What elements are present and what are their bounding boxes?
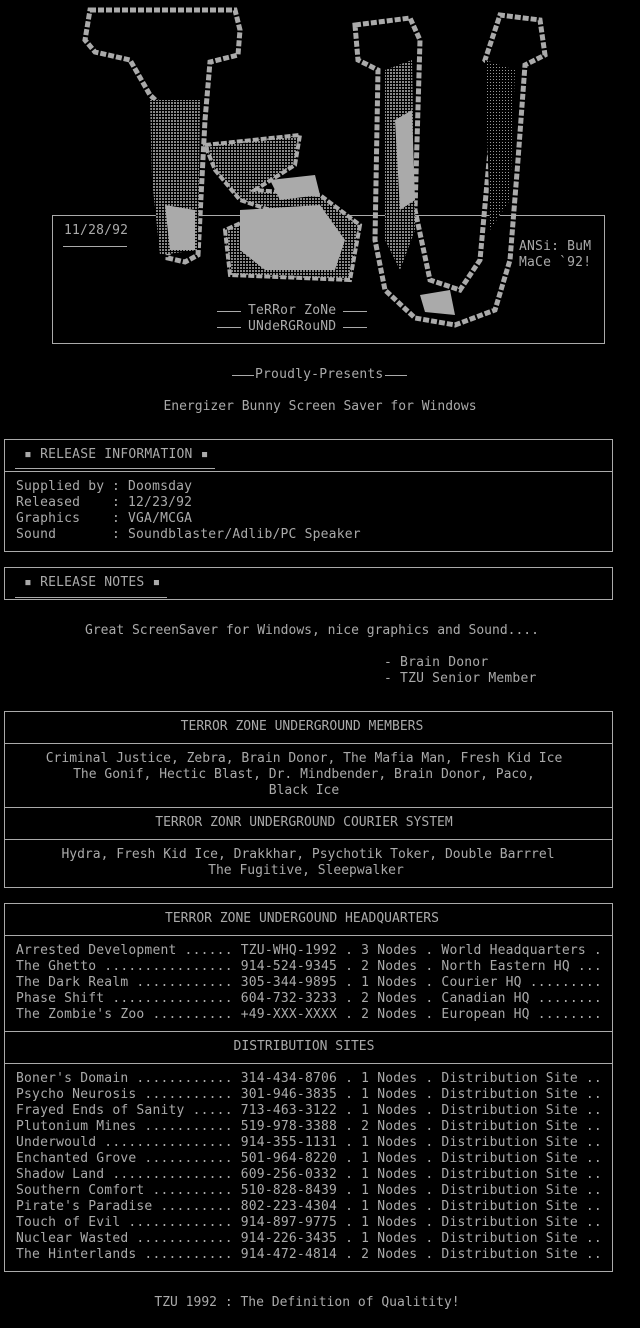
date-underline	[63, 246, 127, 247]
distribution-row: Enchanted Grove ........... 501-964-8220 . 1 Nodes . Distribution Site ..	[16, 1151, 602, 1166]
distribution-row: Underwould ................ 914-355-1131 . 1 Nodes . Distribution Site ..	[16, 1135, 602, 1150]
group-rule-right-2	[343, 327, 367, 328]
members-heading: TERROR ZONE UNDERGROUND MEMBERS	[180, 719, 424, 734]
hq-row: Phase Shift ............... 604-732-3233 . 2 Nodes . Canadian HQ ........	[16, 991, 602, 1006]
ansi-credit-line-1: ANSi: BuM	[519, 239, 592, 254]
ansi-credit-line-2: MaCe `92!	[519, 255, 592, 270]
hq-row: Arrested Development ...... TZU-WHQ-1992 . 3 Nodes . World Headquarters .	[16, 943, 602, 958]
release-info-colon: :	[112, 495, 121, 510]
distribution-row: Pirate's Paradise ......... 802-223-4304 . 1 Nodes . Distribution Site ..	[16, 1199, 602, 1214]
hq-row: The Zombie's Zoo .......... +49-XXX-XXXX . 2 Nodes . European HQ ........	[16, 1007, 602, 1022]
release-notes-text: Great ScreenSaver for Windows, nice graphics and Sound....	[85, 623, 539, 638]
members-divider-1	[4, 743, 613, 744]
release-info-colon: :	[112, 511, 121, 526]
hq-heading: TERROR ZONE UNDERGOUND HEADQUARTERS	[165, 911, 439, 926]
hq-row: The Dark Realm ............ 305-344-9895 . 1 Nodes . Courier HQ .........	[16, 975, 602, 990]
hq-row: The Ghetto ................ 914-524-9345 . 2 Nodes . North Eastern HQ ...	[16, 959, 602, 974]
distribution-row: The Hinterlands ........... 914-472-4814 . 2 Nodes . Distribution Site ..	[16, 1247, 602, 1262]
release-info-value: 12/23/92	[128, 495, 193, 510]
release-info-label: Sound	[16, 527, 57, 542]
group-rule-left-2	[217, 327, 241, 328]
members-divider-2	[4, 807, 613, 808]
hq-divider-2	[4, 1031, 613, 1032]
members-line: Criminal Justice, Zebra, Brain Donor, The Mafia Man, Fresh Kid Ice	[45, 751, 563, 766]
courier-heading: TERROR ZONR UNDERGROUND COURIER SYSTEM	[155, 815, 453, 830]
release-info-label: Graphics	[16, 511, 81, 526]
presents-rule-left	[232, 375, 254, 376]
release-info-heading-underline	[15, 468, 215, 469]
release-info-heading: ▪ RELEASE INFORMATION ▪	[24, 447, 209, 462]
release-notes-signature-2: - TZU Senior Member	[384, 671, 537, 686]
distribution-row: Nuclear Wasted ............ 914-226-3435 . 1 Nodes . Distribution Site ..	[16, 1231, 602, 1246]
members-line: Black Ice	[268, 783, 340, 798]
footer-text: TZU 1992 : The Definition of Qualitity!	[154, 1295, 460, 1310]
release-info-label: Supplied by	[16, 479, 105, 494]
distribution-row: Psycho Neurosis ........... 301-946-3835 . 1 Nodes . Distribution Site ..	[16, 1087, 602, 1102]
members-divider-3	[4, 839, 613, 840]
logo-date: 11/28/92	[64, 223, 129, 238]
release-info-value: Doomsday	[128, 479, 193, 494]
distribution-row: Touch of Evil ............. 914-897-9775 . 1 Nodes . Distribution Site ..	[16, 1215, 602, 1230]
group-name-line-1: TeRRor ZoNe	[248, 303, 337, 318]
group-rule-left-1	[217, 311, 241, 312]
release-info-label: Released	[16, 495, 81, 510]
distribution-row: Southern Comfort .......... 510-828-8439 . 1 Nodes . Distribution Site ..	[16, 1183, 602, 1198]
hq-divider-3	[4, 1063, 613, 1064]
distribution-row: Plutonium Mines ........... 519-978-3388 . 2 Nodes . Distribution Site ..	[16, 1119, 602, 1134]
release-info-value: VGA/MCGA	[128, 511, 193, 526]
presents-rule-right	[385, 375, 407, 376]
release-title: Energizer Bunny Screen Saver for Windows	[163, 399, 477, 414]
release-info-divider	[4, 471, 613, 472]
release-notes-heading: ▪ RELEASE NOTES ▪	[24, 575, 161, 590]
release-info-colon: :	[112, 479, 121, 494]
courier-line: The Fugitive, Sleepwalker	[208, 863, 404, 878]
members-line: The Gonif, Hectic Blast, Dr. Mindbender, Brain Donor, Paco,	[73, 767, 535, 782]
presents-text: Proudly-Presents	[255, 367, 384, 382]
distribution-heading: DISTRIBUTION SITES	[233, 1039, 375, 1054]
release-notes-heading-underline	[15, 597, 167, 598]
hq-divider-1	[4, 935, 613, 936]
group-name-line-2: UNdeRGRouND	[248, 319, 337, 334]
courier-line: Hydra, Fresh Kid Ice, Drakkhar, Psychotik Toker, Double Barrrel	[61, 847, 555, 862]
group-rule-right-1	[343, 311, 367, 312]
distribution-row: Frayed Ends of Sanity ..... 713-463-3122 . 1 Nodes . Distribution Site ..	[16, 1103, 602, 1118]
release-notes-signature-1: - Brain Donor	[384, 655, 489, 670]
distribution-row: Boner's Domain ............ 314-434-8706 . 1 Nodes . Distribution Site ..	[16, 1071, 602, 1086]
distribution-row: Shadow Land ............... 609-256-0332 . 1 Nodes . Distribution Site ..	[16, 1167, 602, 1182]
release-info-colon: :	[112, 527, 121, 542]
release-info-value: Soundblaster/Adlib/PC Speaker	[128, 527, 361, 542]
